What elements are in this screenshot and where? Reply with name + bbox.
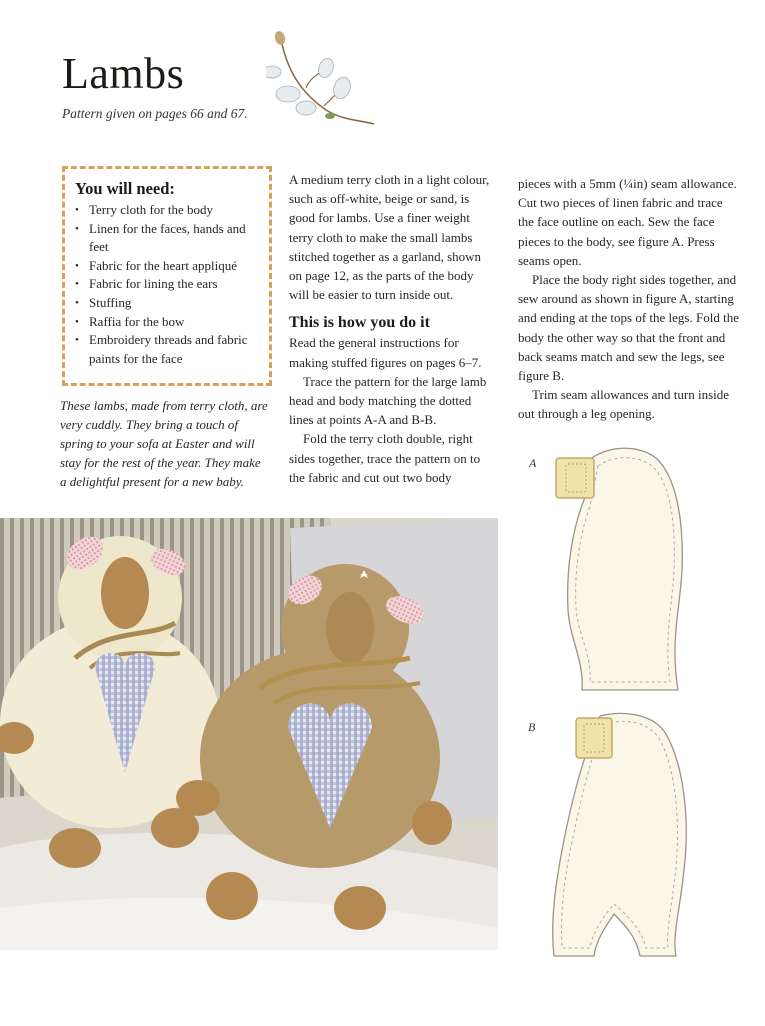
intro-caption: These lambs, made from terry cloth, are very cuddly. They bring a touch of spring to your sofa at Easter and will stay for the rest of the year. They make a delightful present for a new baby. [60,398,268,489]
page-title: Lambs [62,49,185,98]
materials-box [62,166,272,386]
figure-b-diagram [544,710,694,960]
materials-list [75,201,261,368]
instructions-column-2 [289,170,494,487]
materials-heading: You will need: [75,179,175,198]
instructions-heading: This is how you do it [289,314,430,332]
list-item: • Raffia for the bow [75,313,261,332]
list-item: • Fabric for the heart appliqué [75,257,261,276]
list-item: • Embroidery threads and fabric paints for the face [75,331,261,368]
figure-a-diagram [548,440,688,696]
paragraph: Trace the pattern for the large lamb head and body matching the dotted lines at points A-A and B-B. [289,373,487,428]
figure-b-label: B [528,720,536,734]
list-item: • Stuffing [75,294,261,313]
pattern-reference: Pattern given on pages 66 and 67. [62,106,248,121]
paragraph: pieces with a 5mm (¼in) seam allowance. Cut two pieces of linen fabric and trace the face outline on each. Sew the face pieces to the body, see figure A. Press seams open. [518,176,737,268]
paragraph: Trim seam allowances and turn inside out through a leg opening. [518,387,730,422]
figure-a-label: A [529,456,537,470]
list-item: • Terry cloth for the body [75,201,261,220]
lambs-photo [0,518,498,950]
paragraph: Place the body right sides together, and sew around as shown in figure A, starting and ending at the tops of the legs. Fold the body the other way so that the front and back seams match and sew the legs, see figure B. [518,272,739,384]
list-item: • Linen for the faces, hands and feet [75,220,261,257]
paragraph: Fold the terry cloth double, right sides together, trace the pattern on to the fabric and cut out two body [289,431,481,485]
list-item: • Fabric for lining the ears [75,275,261,294]
paragraph: A medium terry cloth in a light colour, such as off-white, beige or sand, is good for lambs. Use a finer weight terry cloth to make the small lambs stitched together as a garland, shown on page 12, as the parts of the body will be easier to turn inside out. [289,172,490,303]
paragraph: Read the general instructions for making stuffed figures on pages 6–7. [289,335,482,370]
instructions-column-3 [518,174,740,424]
pussy-willow-illustration [266,30,378,126]
